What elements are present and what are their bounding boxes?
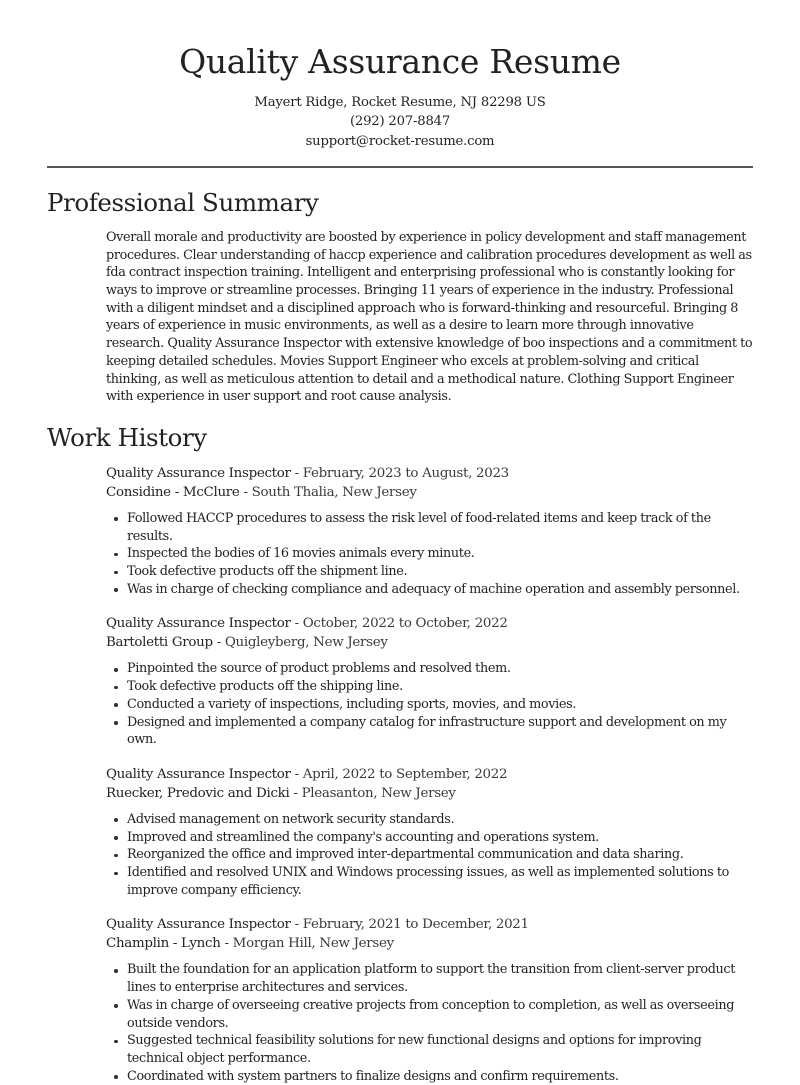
job-bullets	[106, 811, 753, 900]
bullet-item: Pinpointed the source of product problems and resolved them.	[127, 660, 753, 678]
job-location: - Morgan Hill, New Jersey	[220, 936, 394, 952]
job-entry	[106, 915, 753, 1085]
contact-block	[0, 93, 800, 151]
header-divider	[47, 166, 753, 168]
job-dates: - February, 2021 to December, 2021	[290, 917, 529, 933]
job-location: - South Thalia, New Jersey	[239, 484, 417, 500]
job-dates: - October, 2022 to October, 2022	[290, 616, 508, 632]
bullet-item: Suggested technical feasibility solutions for new functional designs and options for improving technical object performance.	[127, 1032, 753, 1067]
job-company: Considine - McClure	[106, 484, 240, 500]
bullet-item: Built the foundation for an application platform to support the transition from client-server product lines to enterprise architectures and services.	[127, 961, 753, 996]
summary-text: Overall morale and productivity are boosted by experience in policy development and staff management procedures. Clear understanding of haccp experience and calibration procedures development as well as fda contract inspection training. Intelligent and enterprising professional who is constantly looking for ways to improve or streamline processes. Bringing 11 years of experience in the industry. Professional with a diligent mindset and a disciplined approach who is forward-thinking and resourceful. Bringing 8 years of experience in music environments, as well as a desire to learn more through innovative research. Quality Assurance Inspector with extensive knowledge of boo inspections and a commitment to keeping detailed schedules. Movies Support Engineer who excels at problem-solving and critical thinking, as well as meticulous attention to detail and a methodical nature. Clothing Support Engineer with experience in user support and root cause analysis.	[106, 229, 753, 405]
job-company: Champlin - Lynch	[106, 936, 221, 952]
job-location: - Pleasanton, New Jersey	[289, 785, 456, 801]
job-title: Quality Assurance Inspector	[106, 465, 291, 481]
resume-header	[0, 0, 800, 151]
bullet-item: Took defective products off the shipment line.	[127, 563, 753, 581]
job-company-line	[106, 633, 753, 652]
bullet-item: Was in charge of overseeing creative projects from conception to completion, as well as overseeing outside vendors.	[127, 997, 753, 1032]
phone: (292) 207-8847	[349, 114, 451, 130]
job-title-line	[106, 464, 753, 483]
job-bullets	[106, 660, 753, 749]
bullet-item: Advised management on network security standards.	[127, 811, 753, 829]
job-company: Ruecker, Predovic and Dicki	[106, 785, 290, 801]
job-company-line	[106, 784, 753, 803]
job-entry	[106, 464, 753, 599]
job-entry	[106, 765, 753, 900]
work-history-heading: Work History	[47, 422, 207, 452]
bullet-item: Improved and streamlined the company's accounting and operations system.	[127, 829, 753, 847]
job-company-line	[106, 483, 753, 502]
bullet-item: Was in charge of checking compliance and adequacy of machine operation and assembly personnel.	[127, 581, 753, 599]
job-title-line	[106, 765, 753, 784]
job-company: Bartoletti Group	[106, 635, 213, 651]
job-bullets	[106, 510, 753, 599]
job-title-line	[106, 915, 753, 934]
email: support@rocket-resume.com	[305, 133, 495, 149]
bullet-item: Followed HACCP procedures to assess the risk level of food-related items and keep track of the results.	[127, 510, 753, 545]
address: Mayert Ridge, Rocket Resume, NJ 82298 US	[254, 95, 546, 110]
job-title-line	[106, 614, 753, 633]
bullet-item: Identified and resolved UNIX and Windows processing issues, as well as implemented solutions to improve company efficiency.	[127, 864, 753, 899]
job-entry	[106, 614, 753, 749]
job-dates: - April, 2022 to September, 2022	[290, 766, 508, 782]
job-title: Quality Assurance Inspector	[106, 766, 291, 782]
bullet-item: Inspected the bodies of 16 movies animals every minute.	[127, 545, 753, 563]
bullet-item: Took defective products off the shipping line.	[127, 678, 753, 696]
summary-heading: Professional Summary	[47, 187, 319, 217]
resume-title: Quality Assurance Resume	[179, 42, 621, 81]
job-title: Quality Assurance Inspector	[106, 616, 291, 632]
bullet-item: Conducted a variety of inspections, including sports, movies, and movies.	[127, 696, 753, 714]
bullet-item: Coordinated with system partners to finalize designs and confirm requirements.	[127, 1068, 753, 1085]
job-dates: - February, 2023 to August, 2023	[290, 465, 509, 481]
job-location: - Quigleyberg, New Jersey	[212, 635, 388, 651]
bullet-item: Reorganized the office and improved inter-departmental communication and data sharing.	[127, 846, 753, 864]
job-title: Quality Assurance Inspector	[106, 917, 291, 933]
job-company-line	[106, 934, 753, 953]
bullet-item: Designed and implemented a company catalog for infrastructure support and development on my own.	[127, 714, 753, 749]
job-bullets	[106, 961, 753, 1085]
